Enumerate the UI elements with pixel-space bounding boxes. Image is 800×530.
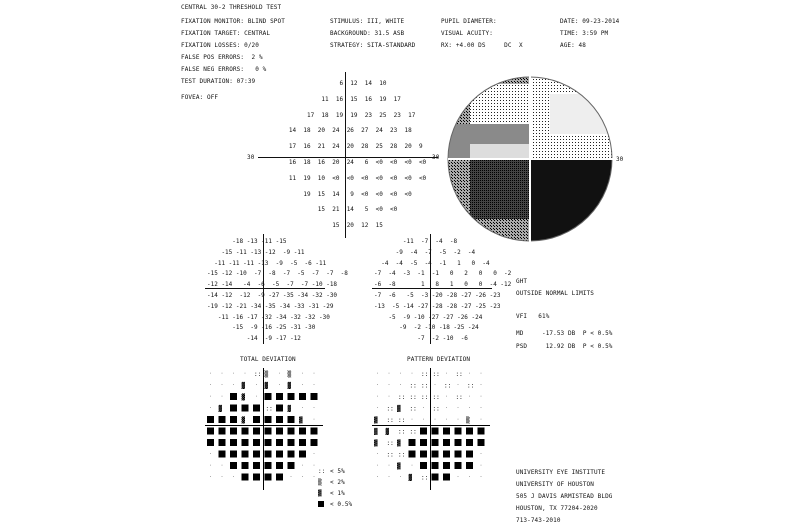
prob-mark-05: [219, 416, 226, 423]
prob-mark-normal: ·: [445, 394, 449, 400]
prob-mark-05: [230, 439, 237, 446]
prob-mark-normal: ·: [312, 451, 316, 458]
prob-mark-normal: ·: [209, 463, 213, 469]
prob-mark-05: [288, 393, 295, 400]
prob-mark-normal: ·: [468, 405, 472, 412]
prob-mark-05: [288, 462, 295, 469]
prob-mark-normal: ·: [399, 382, 403, 389]
institution-line: HOUSTON, TX 77204-2020: [516, 505, 598, 512]
prob-mark-05: [276, 416, 283, 423]
prob-mark-normal: ·: [479, 394, 483, 400]
prob-mark-normal: ·: [312, 382, 316, 389]
total-dev-row: -18 -13 -11 -15: [207, 238, 287, 245]
prob-mark-normal: ·: [445, 405, 449, 412]
prob-mark-05: [253, 416, 260, 423]
threshold-row: 11 16 15 16 19 17: [260, 95, 401, 103]
total-dev-row: -14 -12 -12 -9 -27 -35 -34 -32 -30: [207, 292, 338, 299]
prob-mark-1: ▓: [241, 417, 246, 424]
prob-mark-normal: ·: [209, 474, 213, 481]
pattern-dev-row: -13 -5 -14 -27 -28 -28 -27 -25 -23: [374, 302, 501, 310]
prob-mark-normal: ·: [387, 463, 391, 469]
threshold-row: 15 20 12 15: [260, 222, 383, 230]
prob-mark-05: [288, 439, 295, 446]
prob-mark-5: ::: [432, 371, 440, 378]
prob-mark-normal: ·: [209, 451, 213, 458]
pattern-deviation-label: PATTERN DEVIATION: [407, 356, 471, 363]
prob-mark-05: [207, 416, 214, 423]
pattern-dev-row: -9 -2 -10 -18 -25 -24: [374, 324, 479, 332]
prob-mark-05: [466, 439, 473, 446]
pattern-dev-row: -11 -7 -4 -8: [374, 238, 458, 245]
prob-mark-05: [478, 439, 485, 446]
prob-mark-5: ::: [254, 371, 262, 378]
prob-mark-05: [311, 428, 318, 435]
prob-mark-05: [219, 451, 226, 458]
prob-mark-normal: ·: [468, 474, 472, 481]
prob-mark-1: ▓: [408, 474, 413, 482]
background: BACKGROUND: 31.5 ASB: [330, 30, 405, 37]
prob-mark-normal: ·: [209, 405, 213, 412]
prob-mark-05: [253, 428, 260, 435]
prob-mark-5: ::: [421, 371, 429, 378]
prob-mark-normal: ·: [312, 371, 316, 377]
prob-mark-1: ▓: [374, 428, 378, 436]
prob-mark-normal: ·: [456, 382, 460, 389]
prob-mark-normal: ·: [376, 405, 380, 412]
prob-mark-05: [207, 428, 214, 435]
grayscale-plot: [440, 64, 640, 254]
prob-mark-normal: ·: [387, 474, 391, 481]
prob-mark-05: [478, 428, 485, 435]
prob-mark-5: ::: [265, 405, 273, 413]
prob-mark-05: [219, 439, 226, 446]
pattern-dev-row: -6 -8 1 8 1 0 0 -4 -12: [374, 281, 512, 289]
threshold-row: 17 16 21 24 20 28 25 28 20 9: [260, 143, 423, 151]
prob-mark-5: ::: [386, 440, 394, 447]
psd-value: PSD 12.92 DB P < 0.5%: [516, 343, 613, 350]
prob-mark-05: [466, 462, 473, 469]
prob-mark-05: [265, 451, 272, 458]
prob-mark-5: ::: [432, 405, 440, 413]
prob-mark-05: [253, 451, 260, 458]
prob-mark-normal: ·: [209, 371, 213, 377]
prob-mark-05: [455, 439, 462, 446]
prob-mark-05: [432, 451, 439, 458]
prob-mark-normal: ·: [410, 463, 414, 469]
total-deviation-label: TOTAL DEVIATION: [240, 356, 296, 363]
test-duration: TEST DURATION: 07:39: [181, 78, 256, 85]
prob-mark-05: [420, 451, 427, 458]
prob-mark-05: [432, 474, 439, 481]
prob-mark-05: [443, 474, 450, 481]
prob-mark-05: [276, 428, 283, 435]
header-mid: [330, 18, 415, 49]
prob-mark-normal: ·: [289, 474, 293, 481]
prob-mark-05: [253, 462, 260, 469]
prob-mark-1: ▓: [374, 417, 378, 424]
prob-mark-05: [230, 405, 237, 412]
prob-mark-normal: ·: [255, 394, 259, 400]
prob-mark-normal: ·: [301, 474, 305, 481]
prob-mark-normal: ·: [376, 394, 380, 400]
prob-mark-1: ▒: [264, 371, 269, 378]
fovea-status: FOVEA: OFF: [181, 94, 219, 101]
prob-mark-1: ▓: [287, 382, 292, 390]
prob-mark-normal: ·: [456, 417, 460, 423]
prob-mark-1: ▓: [241, 394, 246, 401]
prob-mark-normal: ·: [456, 474, 460, 481]
prob-mark-05: [242, 439, 249, 446]
prob-mark-05: [230, 393, 237, 400]
threshold-h-axis: [258, 157, 438, 158]
prob-mark-normal: ·: [456, 405, 460, 412]
prob-mark-05: [409, 451, 416, 458]
prob-mark-normal: ·: [301, 463, 305, 469]
legend-label-5: < 5%: [330, 468, 345, 475]
prob-mark-05: [443, 439, 450, 446]
institution-block: [516, 469, 613, 524]
prob-mark-05: [299, 428, 306, 435]
pattern-dev-row: -9 -4 -7 -5 -2 -4: [374, 248, 476, 256]
prob-mark-05: [432, 428, 439, 435]
prob-mark-05: [230, 416, 237, 423]
stimulus: STIMULUS: III, WHITE: [330, 18, 405, 25]
total-dev-row: -11 -16 -17 -32 -34 -32 -32 -30: [207, 313, 330, 321]
prob-mark-05: [265, 393, 272, 400]
total-dev-row: -15 -9 -16 -25 -31 -30: [207, 324, 316, 332]
prob-mark-normal: ·: [312, 474, 316, 481]
prob-mark-normal: ·: [209, 382, 213, 389]
prob-mark-normal: ·: [479, 417, 483, 423]
threshold-axis-right-label: 30: [432, 154, 440, 161]
fixation-monitor: FIXATION MONITOR: BLIND SPOT: [181, 18, 285, 25]
total-dev-row: -11 -11 -11 -13 -9 -5 -6 -11: [207, 259, 327, 267]
prob-mark-1: ▒: [466, 417, 470, 424]
pattern-deviation-probability-map: [372, 368, 492, 493]
legend-symbol-2: ▒: [318, 479, 322, 486]
prob-mark-normal: ·: [376, 371, 380, 377]
prob-mark-normal: ·: [479, 371, 483, 377]
legend-label-05: < 0.5%: [330, 501, 353, 508]
prob-mark-05: [455, 462, 462, 469]
prob-mark-normal: ·: [312, 405, 316, 412]
prob-mark-05: [230, 428, 237, 435]
test-time: TIME: 3:59 PM: [560, 30, 609, 37]
prob-mark-normal: ·: [445, 417, 449, 423]
prob-mark-1: ▓: [385, 428, 390, 436]
vfi-value: VFI 61%: [516, 313, 550, 320]
prob-mark-normal: ·: [468, 371, 472, 377]
prob-mark-normal: ·: [433, 382, 437, 389]
prob-mark-normal: ·: [479, 451, 483, 458]
pattern-dev-row: -7 -4 -3 -1 -1 0 2 0 0 -2: [374, 270, 512, 278]
prob-mark-1: ▒: [287, 371, 292, 378]
prob-mark-normal: ·: [399, 474, 403, 481]
prob-mark-05: [265, 462, 272, 469]
prob-mark-05: [432, 439, 439, 446]
prob-mark-5: ::: [409, 428, 417, 436]
prob-mark-normal: ·: [422, 417, 426, 423]
header-right-2: [560, 18, 619, 49]
prob-mark-normal: ·: [220, 382, 224, 389]
total-dev-row: -15 -12 -10 -7 -8 -7 -5 -7 -7 -8: [207, 270, 348, 278]
test-date: DATE: 09-23-2014: [560, 18, 620, 25]
false-pos-errors: FALSE POS ERRORS: 2 %: [181, 54, 263, 61]
prob-mark-normal: ·: [422, 405, 426, 412]
prob-mark-normal: ·: [278, 382, 282, 389]
prob-mark-05: [466, 451, 473, 458]
prob-mark-05: [455, 428, 462, 435]
prob-mark-normal: ·: [376, 463, 380, 469]
total-dev-row: -14 -9 -17 -12: [207, 335, 301, 343]
threshold-axis-left-label: 30: [247, 154, 255, 161]
header-right-1: [441, 18, 523, 49]
legend-label-2: < 2%: [330, 479, 345, 486]
prob-mark-normal: ·: [387, 394, 391, 400]
prob-mark-05: [242, 451, 249, 458]
prob-mark-05: [443, 428, 450, 435]
total-dev-row: -19 -12 -21 -34 -35 -34 -33 -31 -29: [207, 302, 334, 310]
prob-mark-normal: ·: [479, 382, 483, 389]
prob-mark-normal: ·: [255, 382, 259, 389]
prob-mark-5: ::: [444, 382, 452, 390]
prob-mark-05: [443, 451, 450, 458]
prob-mark-05: [242, 474, 249, 481]
institution-line: 505 J DAVIS ARMISTEAD BLDG: [516, 493, 613, 500]
grayscale-axis-label: 30: [616, 156, 624, 163]
visual-acuity: VISUAL ACUITY:: [441, 30, 493, 37]
prob-mark-05: [276, 474, 283, 481]
prob-mark-05: [219, 428, 226, 435]
prob-mark-5: ::: [421, 382, 429, 390]
prob-mark-1: ▓: [397, 405, 401, 413]
prob-mark-05: [443, 462, 450, 469]
prob-mark-1: ▓: [374, 440, 378, 447]
prob-mark-1: ▓: [287, 405, 292, 413]
prob-mark-05: [230, 451, 237, 458]
total-deviation-probability-map: [205, 368, 325, 493]
prob-mark-normal: ·: [468, 394, 472, 400]
prob-mark-normal: ·: [479, 463, 483, 469]
prob-mark-5: ::: [455, 371, 463, 378]
prob-mark-normal: ·: [301, 405, 305, 412]
prob-mark-5: ::: [386, 405, 394, 413]
prob-mark-05: [288, 416, 295, 423]
ght-result: OUTSIDE NORMAL LIMITS: [516, 290, 594, 297]
prob-mark-5: ::: [421, 394, 429, 401]
strategy: STRATEGY: SITA-STANDARD: [330, 42, 416, 49]
prob-mark-1: ▓: [397, 463, 401, 470]
refraction: RX: +4.00 DS DC X: [441, 42, 523, 49]
threshold-row: 11 19 10 <0 <0 <0 <0 <0 <0 <0: [260, 174, 427, 182]
prob-mark-05: [299, 439, 306, 446]
prob-mark-5: ::: [409, 382, 417, 390]
prob-mark-normal: ·: [312, 463, 316, 469]
prob-mark-05: [455, 451, 462, 458]
prob-mark-05: [242, 405, 249, 412]
pattern-dev-row: -5 -9 -10 -27 -27 -26 -24: [374, 313, 483, 321]
institution-line: UNIVERSITY EYE INSTITUTE: [516, 469, 606, 476]
fixation-losses: FIXATION LOSSES: 0/20: [181, 42, 259, 49]
legend-symbol-1: ▓: [318, 490, 322, 497]
threshold-row: 17 18 19 19 23 25 23 17: [260, 111, 416, 119]
prob-mark-5: ::: [409, 394, 417, 401]
prob-mark-05: [276, 439, 283, 446]
prob-mark-normal: ·: [232, 474, 236, 481]
prob-mark-05: [420, 428, 427, 435]
prob-mark-05: [207, 439, 214, 446]
patient-age: AGE: 48: [560, 42, 586, 49]
prob-mark-05: [276, 405, 283, 412]
prob-mark-normal: ·: [376, 451, 380, 458]
prob-mark-normal: ·: [479, 474, 483, 481]
threshold-row: 14 18 20 24 26 27 24 23 18: [260, 127, 412, 135]
prob-mark-normal: ·: [301, 382, 305, 389]
prob-mark-normal: ·: [232, 371, 236, 377]
prob-mark-normal: ·: [399, 371, 403, 377]
prob-mark-1: ▓: [218, 405, 223, 413]
prob-mark-1: ▓: [299, 417, 303, 424]
prob-mark-normal: ·: [278, 371, 282, 377]
prob-mark-05: [299, 393, 306, 400]
prob-mark-05: [288, 428, 295, 435]
prob-mark-5: ::: [421, 474, 429, 482]
prob-mark-normal: ·: [209, 394, 213, 400]
prob-mark-normal: ·: [232, 382, 236, 389]
threshold-row: 15 21 14 5 <0 <0: [260, 206, 398, 214]
prob-mark-normal: ·: [243, 371, 247, 377]
prob-mark-5: ::: [398, 417, 406, 424]
pattern-dev-row: -4 -4 -5 -4 -1 1 0 -4: [374, 259, 490, 267]
prob-mark-05: [299, 451, 306, 458]
prob-mark-normal: ·: [445, 371, 449, 377]
md-value: MD -17.53 DB P < 0.5%: [516, 330, 613, 337]
prob-mark-5: ::: [386, 417, 394, 424]
prob-mark-05: [265, 439, 272, 446]
legend-label-1: < 1%: [330, 490, 345, 497]
prob-mark-05: [420, 439, 427, 446]
total-dev-row: -15 -11 -13 -12 -9 -11: [207, 248, 305, 256]
prob-mark-normal: ·: [220, 371, 224, 377]
prob-mark-normal: ·: [387, 371, 391, 377]
prob-mark-05: [311, 439, 318, 446]
prob-mark-05: [288, 451, 295, 458]
prob-mark-05: [276, 451, 283, 458]
prob-mark-05: [253, 405, 260, 412]
ght-label: GHT: [516, 278, 528, 285]
prob-mark-normal: ·: [220, 463, 224, 469]
prob-mark-05: [466, 428, 473, 435]
prob-mark-5: ::: [386, 451, 394, 459]
prob-mark-5: ::: [455, 394, 463, 401]
institution-line: 713-743-2010: [516, 517, 561, 524]
prob-mark-normal: ·: [220, 394, 224, 400]
prob-mark-05: [242, 428, 249, 435]
header-left: [181, 18, 285, 85]
prob-mark-1: ▓: [397, 440, 401, 447]
prob-mark-05: [230, 462, 237, 469]
prob-mark-normal: ·: [220, 474, 224, 481]
prob-mark-05: [420, 462, 427, 469]
pupil-diameter: PUPIL DIAMETER:: [441, 18, 497, 25]
prob-mark-5: ::: [409, 405, 417, 413]
test-title: CENTRAL 30-2 THRESHOLD TEST: [181, 4, 282, 11]
prob-mark-normal: ·: [376, 382, 380, 389]
threshold-row: 19 15 14 9 <0 <0 <0 <0: [260, 190, 412, 198]
prob-mark-5: ::: [467, 382, 475, 390]
pattern-dev-row: -7 -6 -5 -3 -20 -28 -27 -26 -23: [374, 292, 501, 299]
prob-mark-5: ::: [398, 394, 406, 401]
legend-symbol-05: [318, 501, 324, 507]
prob-mark-normal: ·: [433, 417, 437, 423]
prob-mark-normal: ·: [312, 417, 316, 423]
prob-mark-05: [265, 474, 272, 481]
prob-mark-5: ::: [398, 451, 406, 459]
prob-mark-05: [409, 439, 416, 446]
false-neg-errors: FALSE NEG ERRORS: 0 %: [181, 66, 267, 73]
prob-mark-05: [253, 439, 260, 446]
prob-mark-normal: ·: [479, 405, 483, 412]
prob-mark-1: ▓: [264, 382, 269, 390]
prob-mark-normal: ·: [410, 371, 414, 377]
prob-mark-05: [242, 462, 249, 469]
prob-mark-5: ::: [398, 428, 406, 436]
prob-mark-1: ▓: [241, 382, 246, 390]
prob-mark-05: [276, 462, 283, 469]
prob-mark-normal: ·: [387, 382, 391, 389]
threshold-row: 16 18 16 20 24 6 <0 <0 <0 <0: [260, 159, 427, 166]
prob-mark-05: [432, 462, 439, 469]
institution-line: UNIVERSITY OF HOUSTON: [516, 481, 594, 488]
total-dev-row: -12 -14 -4 -6 -5 -7 -7 -10 -18: [207, 281, 338, 289]
threshold-row: 6 12 14 10: [260, 80, 387, 87]
prob-mark-05: [265, 428, 272, 435]
prob-mark-normal: ·: [376, 474, 380, 481]
prob-mark-05: [311, 393, 318, 400]
prob-mark-05: [253, 474, 260, 481]
prob-mark-05: [276, 393, 283, 400]
prob-mark-05: [265, 416, 272, 423]
prob-mark-normal: ·: [410, 417, 414, 423]
legend-symbol-5: ::: [318, 468, 326, 475]
pattern-dev-row: -7 -2 -10 -6: [374, 335, 468, 343]
prob-mark-normal: ·: [301, 371, 305, 377]
prob-mark-5: ::: [432, 394, 440, 401]
fixation-target: FIXATION TARGET: CENTRAL: [181, 30, 271, 37]
